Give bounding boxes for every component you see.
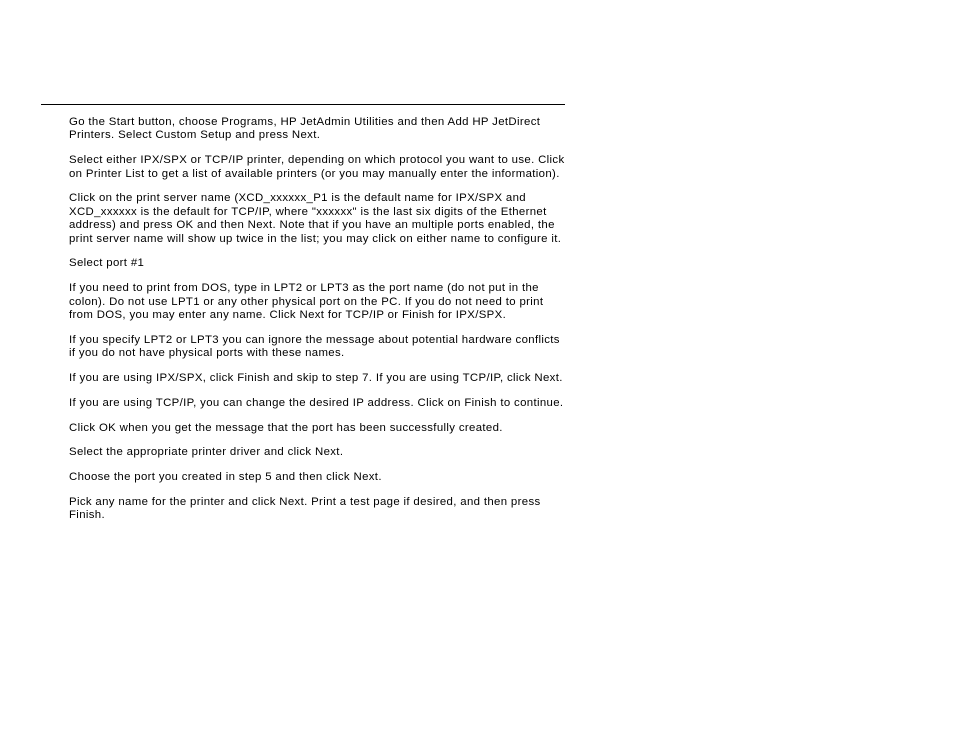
step-2: Select either IPX/SPX or TCP/IP printer, depending on which protocol you want to use. Click on Printer List to get a list of available printers (or you may manually enter the information). [69,154,565,180]
step-8: If you are using TCP/IP, you can change the desired IP address. Click on Finish to continue. [69,396,564,409]
horizontal-rule [41,104,565,105]
step-6: If you specify LPT2 or LPT3 you can ignore the message about potential hardware conflicts if you do not have physical ports with these names. [69,333,560,360]
step-3: Click on the print server name (XCD_xxxxxx_P1 is the default name for IPX/SPX and XCD_xxxxxx is the default for TCP/IP, where "xxxxxx" is the last six digits of the Ethernet address) and press OK and then Next. Note that if you have an multiple ports enabled, the print server name will show up twice in the list; you may click on either name to configure it. [69,192,562,245]
instruction-steps [69,116,565,534]
step-10: Select the appropriate printer driver and click Next. [69,446,344,459]
step-5: If you need to print from DOS, type in LPT2 or LPT3 as the port name (do not put in the colon). Do not use LPT1 or any other physical port on the PC. If you do not need to print from DOS, you may enter any name. Click Next for TCP/IP or Finish for IPX/SPX. [69,282,544,322]
step-1: Go the Start button, choose Programs, HP JetAdmin Utilities and then Add HP JetDirect Printers. Select Custom Setup and press Next. [69,116,541,142]
step-12: Pick any name for the printer and click Next. Print a test page if desired, and then press Finish. [69,496,541,522]
step-4: Select port #1 [69,257,145,270]
step-9: Click OK when you get the message that the port has been successfully created. [69,421,503,434]
step-7: If you are using IPX/SPX, click Finish and skip to step 7. If you are using TCP/IP, click Next. [69,372,563,385]
step-11: Choose the port you created in step 5 and then click Next. [69,471,382,484]
